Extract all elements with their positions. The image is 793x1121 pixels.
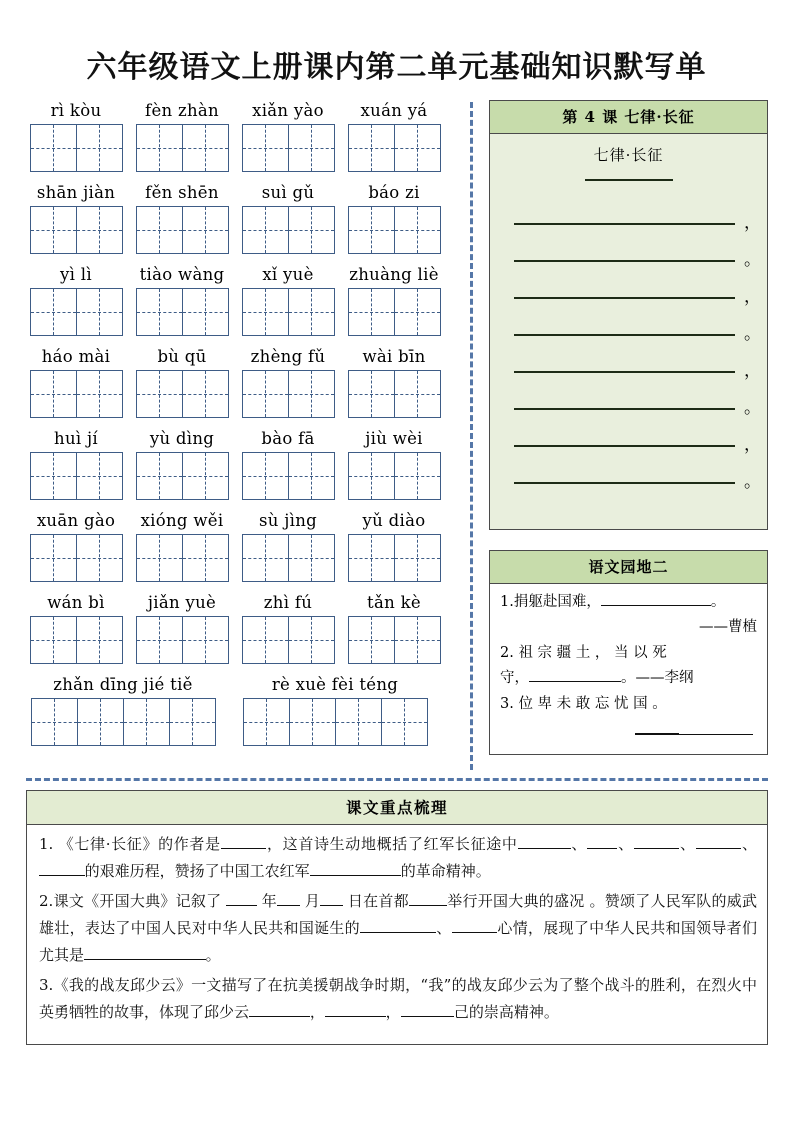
grid-cell[interactable] [183,453,229,499]
pinyin-word-item [344,264,450,336]
pinyin-text: fèn zhàn [145,101,219,120]
grid-cell[interactable] [395,453,441,499]
pinyin-row [26,428,450,500]
character-writing-grid[interactable] [30,288,123,336]
grid-cell[interactable] [77,289,123,335]
grid-cell[interactable] [289,535,335,581]
pinyin-word-item [238,100,344,172]
grid-cell[interactable] [289,617,335,663]
grid-cell[interactable] [77,617,123,663]
answer-blank[interactable] [277,891,300,906]
grid-cell[interactable] [31,453,77,499]
grid-cell[interactable] [124,699,170,745]
character-writing-grid[interactable] [348,124,441,172]
top-area [26,100,768,772]
answer-blank[interactable] [409,891,447,906]
pinyin-word-item [26,592,132,664]
key-points-paragraph: 3.《我的战友邱少云》一文描写了在抗美援朝战争时期，“我”的战友邱少云为了整个战斗的胜利，在烈火中英勇牺牲的故事，体现了邱少云 ， ， 己的崇高精神。 [39,976,757,1022]
pinyin-text: háo mài [41,347,111,366]
poem-line-rule[interactable] [514,297,735,299]
character-writing-grid[interactable] [31,698,216,746]
poem-answer-line[interactable] [490,197,767,234]
poem-line-rule[interactable] [514,260,735,262]
pinyin-row [26,264,450,336]
grid-cell[interactable] [137,617,183,663]
character-writing-grid[interactable] [136,124,229,172]
page-title: 六年级语文上册课内第二单元基础知识默写单 [86,50,707,85]
grid-cell[interactable] [137,289,183,335]
pinyin-text: yǔ diào [362,511,426,530]
pinyin-text: zhǎn dīng jié tiě [53,675,193,694]
grid-cell[interactable] [349,207,395,253]
pinyin-word-item [238,428,344,500]
key-points-paragraph: 1. 《七律·长征》的作者是 ，这首诗生动地概括了红军长征途中 、 、 、 、的艰难历程，赞扬了中国工农红军 的革命精神。 [39,835,757,880]
pinyin-word-item [26,100,132,172]
pinyin-word-item [238,182,344,254]
pinyin-text: wán bì [47,593,105,612]
pinyin-word-item [344,592,450,664]
grid-cell[interactable] [31,207,77,253]
yuandi-item-1-blank[interactable] [601,590,711,606]
pinyin-word-item [26,264,132,336]
grid-cell[interactable] [395,371,441,417]
character-writing-grid[interactable] [348,206,441,254]
poem-answer-lines [490,197,767,493]
poem-line-punctuation: 。 [744,250,761,270]
pinyin-text: xiǎn yào [252,101,324,120]
pinyin-row [26,100,450,172]
grid-cell[interactable] [77,125,123,171]
pinyin-text: rì kòu [50,101,102,120]
character-writing-grid[interactable] [348,370,441,418]
grid-cell[interactable] [77,207,123,253]
pinyin-text: suì gǔ [261,183,315,202]
character-writing-grid[interactable] [30,452,123,500]
character-writing-grid[interactable] [136,534,229,582]
grid-cell[interactable] [243,125,289,171]
character-writing-grid[interactable] [136,616,229,664]
grid-cell[interactable] [244,699,290,745]
pinyin-word-item [344,100,450,172]
poem-line-rule[interactable] [514,408,735,410]
poem-answer-line[interactable] [490,308,767,345]
poem-line-punctuation: ， [744,361,761,381]
grid-cell[interactable] [395,207,441,253]
grid-cell[interactable] [183,125,229,171]
pinyin-word-item [26,674,238,746]
grid-cell[interactable] [31,371,77,417]
pinyin-row [26,510,450,582]
character-writing-grid[interactable] [30,370,123,418]
grid-cell[interactable] [289,371,335,417]
character-writing-grid[interactable] [136,452,229,500]
poem-answer-line[interactable] [490,234,767,271]
character-writing-grid[interactable] [30,206,123,254]
poem-line-punctuation: 。 [744,472,761,492]
grid-cell[interactable] [77,453,123,499]
pinyin-word-item [238,264,344,336]
grid-cell[interactable] [77,535,123,581]
grid-cell[interactable] [395,617,441,663]
yuandi-item-1-suffix: 。 [710,594,726,610]
grid-cell[interactable] [183,207,229,253]
poem-answer-line[interactable] [490,345,767,382]
pinyin-word-item [26,428,132,500]
pinyin-text: xuán yá [360,101,428,120]
grid-cell[interactable] [349,289,395,335]
pinyin-word-item [26,510,132,582]
pinyin-text: huì jí [54,429,98,448]
pinyin-word-item [238,346,344,418]
poem-line-rule[interactable] [514,334,735,336]
character-writing-grid[interactable] [136,288,229,336]
pinyin-word-item [132,182,238,254]
pinyin-text: shān jiàn [36,183,116,202]
poem-line-punctuation: 。 [744,398,761,418]
grid-cell[interactable] [31,617,77,663]
pinyin-row [26,674,450,746]
grid-cell[interactable] [349,371,395,417]
yuandi-item-1 [500,590,757,615]
grid-cell[interactable] [137,535,183,581]
answer-blank[interactable] [221,834,267,849]
character-writing-grid[interactable] [242,124,335,172]
pinyin-text: jiù wèi [365,429,423,448]
character-writing-grid[interactable] [30,124,123,172]
grid-cell[interactable] [183,617,229,663]
pinyin-text: báo zi [368,183,420,202]
pinyin-text: tǎn kè [367,593,421,612]
yuandi-item-3-blank[interactable] [679,722,753,735]
answer-blank[interactable] [249,1002,310,1017]
pinyin-word-item [344,182,450,254]
character-writing-grid[interactable] [242,370,335,418]
pinyin-text: zhì fú [263,593,313,612]
grid-cell[interactable] [382,699,428,745]
character-writing-grid[interactable] [348,616,441,664]
poem-line-rule[interactable] [514,482,735,484]
yuandi-item-3-attribution-row [500,719,757,744]
pinyin-word-item [238,674,450,746]
yuandi-item-2-line2 [500,666,757,691]
pinyin-word-item [132,346,238,418]
poem-title: 七律·长征 [593,146,664,164]
key-points-body [27,825,767,1044]
pinyin-text: xuān gào [36,511,116,530]
grid-cell[interactable] [289,289,335,335]
character-writing-grid[interactable] [30,534,123,582]
horizontal-dashed-divider [26,778,768,781]
answer-blank[interactable] [226,891,256,906]
pinyin-word-item [344,428,450,500]
grid-cell[interactable] [243,371,289,417]
grid-cell[interactable] [31,125,77,171]
grid-cell[interactable] [243,289,289,335]
character-writing-grid[interactable] [243,698,428,746]
character-writing-grid[interactable] [30,616,123,664]
pinyin-text: bù qū [157,347,207,366]
pinyin-word-item [26,182,132,254]
pinyin-text: rè xuè fèi téng [271,675,399,694]
poem-panel-header: 第 4 课 七律·长征 [490,101,767,134]
pinyin-grid-column [26,100,450,756]
character-writing-grid[interactable] [348,534,441,582]
character-writing-grid[interactable] [348,288,441,336]
answer-blank[interactable] [84,945,206,960]
character-writing-grid[interactable] [242,452,335,500]
right-column [489,100,768,755]
pinyin-row [26,592,450,664]
answer-blank[interactable] [696,834,742,849]
pinyin-text: zhèng fǔ [250,347,326,366]
pinyin-text: sù jìng [258,511,318,530]
grid-cell[interactable] [31,535,77,581]
pinyin-word-item [132,592,238,664]
grid-cell[interactable] [243,617,289,663]
grid-cell[interactable] [137,207,183,253]
grid-cell[interactable] [336,699,382,745]
answer-blank[interactable] [518,834,571,849]
pinyin-text: zhuàng liè [349,265,439,284]
pinyin-word-item [132,428,238,500]
grid-cell[interactable] [183,371,229,417]
poem-panel [489,100,768,530]
pinyin-text: fěn shēn [145,183,219,202]
grid-cell[interactable] [170,699,216,745]
character-writing-grid[interactable] [136,370,229,418]
grid-cell[interactable] [289,125,335,171]
grid-cell[interactable] [243,535,289,581]
pinyin-text: xǐ yuè [262,265,314,284]
character-writing-grid[interactable] [242,534,335,582]
grid-cell[interactable] [243,453,289,499]
yuandi-item-2-blank[interactable] [529,666,621,682]
poem-line-punctuation: ， [744,287,761,307]
poem-answer-line[interactable] [490,419,767,456]
yuandi-item-2-prefix: 守， [500,670,529,687]
pinyin-word-item [238,510,344,582]
pinyin-word-item [132,100,238,172]
yuandi-item-3: 3. 位 卑 未 敢 忘 忧 国 。 [500,695,667,712]
poem-answer-line[interactable] [490,456,767,493]
poem-line-rule[interactable] [514,445,735,447]
poem-line-punctuation: 。 [744,324,761,344]
answer-blank[interactable] [310,861,401,876]
grid-cell[interactable] [289,453,335,499]
answer-blank[interactable] [39,861,85,876]
pinyin-text: wài bīn [362,347,426,366]
grid-cell[interactable] [183,289,229,335]
pinyin-text: bào fā [261,429,315,448]
grid-cell[interactable] [243,207,289,253]
poem-line-punctuation: ， [744,435,761,455]
yuandi-item-2-suffix: 。——李纲 [621,670,694,687]
pinyin-row [26,346,450,418]
grid-cell[interactable] [183,535,229,581]
poem-line-punctuation: ， [744,213,761,233]
pinyin-word-item [344,510,450,582]
key-points-header: 课文重点梳理 [27,791,767,825]
poem-panel-body [490,134,767,529]
grid-cell[interactable] [32,699,78,745]
grid-cell[interactable] [349,453,395,499]
vertical-dashed-divider [470,102,473,770]
yuandi-panel-body [490,584,767,754]
pinyin-text: yì lì [60,265,92,284]
character-writing-grid[interactable] [242,206,335,254]
key-points-paragraph: 2.课文《开国大典》记叙了 年 月 日在首都 举行开国大典的盛况 。赞颂了人民军队的威武雄壮，表达了中国人民对中华人民共和国诞生的 、 心情，展现了中华人民共和国领导者们尤其是 。 [39,892,757,964]
grid-cell[interactable] [77,371,123,417]
character-writing-grid[interactable] [348,452,441,500]
grid-cell[interactable] [349,617,395,663]
character-writing-grid[interactable] [242,616,335,664]
grid-cell[interactable] [395,535,441,581]
pinyin-text: yù dìng [149,429,215,448]
grid-cell[interactable] [78,699,124,745]
pinyin-row [26,182,450,254]
grid-cell[interactable] [349,535,395,581]
poem-answer-line[interactable] [490,382,767,419]
pinyin-text: tiào wàng [139,265,225,284]
key-points-section [26,790,768,1045]
grid-cell[interactable] [395,289,441,335]
yuandi-item-3-dash [635,721,679,735]
grid-cell[interactable] [137,453,183,499]
grid-cell[interactable] [137,125,183,171]
grid-cell[interactable] [137,371,183,417]
answer-blank[interactable] [320,891,343,906]
pinyin-word-item [344,346,450,418]
poem-line-rule[interactable] [514,371,735,373]
yuandi-item-1-prefix: 1.捐躯赴国难， [500,594,601,610]
answer-blank[interactable] [452,918,498,933]
pinyin-word-item [132,510,238,582]
poem-line-rule[interactable] [514,223,735,225]
grid-cell[interactable] [31,289,77,335]
character-writing-grid[interactable] [242,288,335,336]
grid-cell[interactable] [395,125,441,171]
poem-answer-line[interactable] [490,271,767,308]
yuandi-panel [489,550,768,755]
yuandi-item-1-attribution: ——曹植 [699,619,757,636]
yuandi-item-2-line1: 2. 祖 宗 疆 土 ， 当 以 死 [500,644,667,661]
grid-cell[interactable] [290,699,336,745]
pinyin-word-item [26,346,132,418]
poem-author-blank-line[interactable] [585,179,673,181]
answer-blank[interactable] [401,1002,454,1017]
answer-blank[interactable] [634,834,680,849]
character-writing-grid[interactable] [136,206,229,254]
answer-blank[interactable] [587,834,617,849]
grid-cell[interactable] [349,125,395,171]
pinyin-text: xióng wěi [140,511,224,530]
yuandi-panel-header: 语文园地二 [490,551,767,584]
grid-cell[interactable] [289,207,335,253]
answer-blank[interactable] [325,1002,386,1017]
pinyin-word-item [238,592,344,664]
pinyin-text: jiǎn yuè [147,593,217,612]
pinyin-word-item [132,264,238,336]
answer-blank[interactable] [360,918,436,933]
